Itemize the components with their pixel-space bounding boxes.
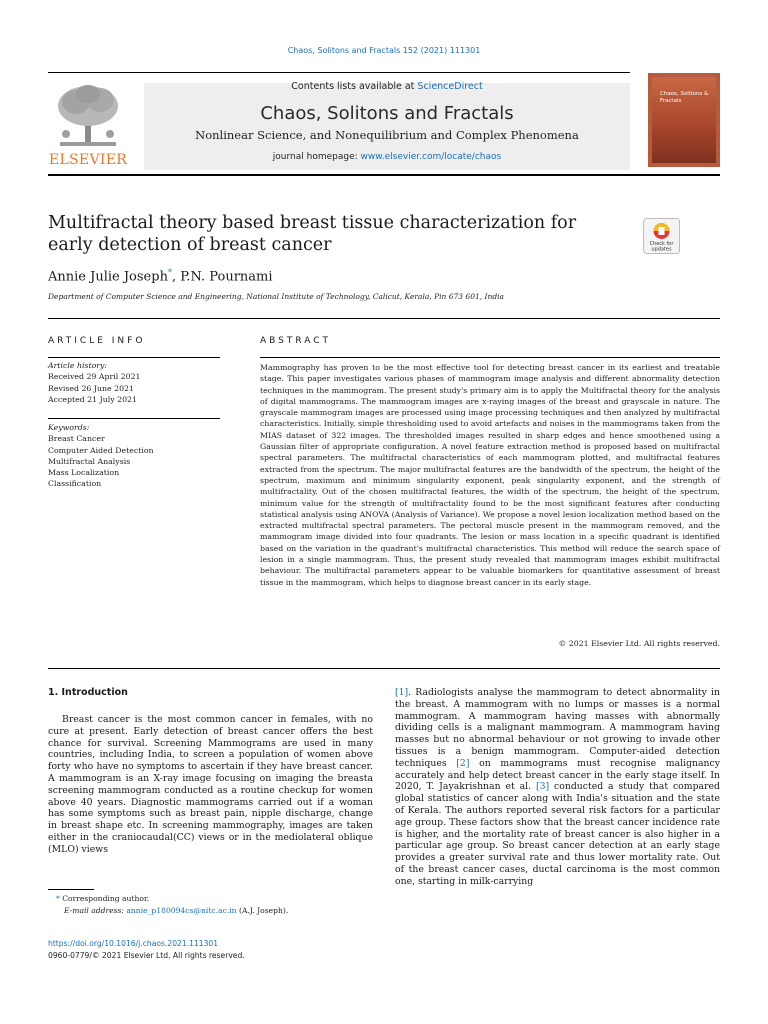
author-email-link[interactable]: annie_p180094cs@nitc.ac.in (126, 906, 237, 915)
journal-reference-link[interactable]: Chaos, Solitons and Fractals 152 (2021) 111301 (287, 46, 481, 55)
keyword-item: Multifractal Analysis (48, 456, 131, 466)
keyword-item: Computer Aided Detection (48, 445, 154, 455)
journal-homepage-line (144, 152, 630, 162)
crossmark-line1: Check for (649, 241, 674, 247)
keyword-item: Mass Localization (48, 468, 120, 478)
author-1: Annie Julie Joseph (48, 269, 168, 285)
masthead-top-rule (48, 72, 630, 73)
article-history-label: Article history: (48, 361, 108, 370)
keyword-item: Breast Cancer (48, 434, 105, 444)
abstract-copyright: © 2021 Elsevier Ltd. All rights reserved. (558, 639, 720, 648)
author-list (48, 268, 273, 284)
revised-date: Revised 26 June 2021 (48, 383, 134, 393)
abstract-bottom-rule (48, 668, 720, 669)
doi-link[interactable]: https://doi.org/10.1016/j.chaos.2021.111301 (48, 939, 219, 948)
crossmark-line2: updates (651, 246, 672, 253)
journal-subtitle: Nonlinear Science, and Nonequilibrium and Complex Phenomena (195, 128, 579, 142)
article-info-rule (48, 357, 220, 358)
footnote-rule (48, 889, 94, 890)
cover-artwork (652, 77, 716, 163)
keywords-list (48, 422, 228, 490)
reference-1-link[interactable]: [1] (395, 687, 409, 698)
title-block-rule (48, 318, 720, 319)
keywords-rule (48, 418, 220, 419)
journal-title: Chaos, Solitons and Fractals (260, 103, 514, 124)
email-note (64, 906, 288, 915)
reference-3-link[interactable]: [3] (535, 781, 550, 793)
sciencedirect-link[interactable]: ScienceDirect (417, 81, 483, 92)
reference-2-link[interactable]: [2] (456, 757, 470, 769)
corresponding-author-text: Corresponding author. (62, 894, 150, 903)
keyword-item: Classification (48, 479, 102, 489)
abstract-rule (260, 357, 720, 358)
contents-line (144, 81, 630, 92)
homepage-prefix: journal homepage: (272, 152, 361, 162)
accepted-date: Accepted 21 July 2021 (48, 394, 137, 404)
abstract-heading: ABSTRACT (260, 336, 332, 346)
intro-text-segment: conducted a study that compared global statistics of cancer along with India's situation and the state of Kerala. The authors reported several risk factors for a particular age group. These factors show that the breast cancer incidence rate is higher, and the mortality rate of breast cancer is also higher in a particular age group. So breast cancer detection at an early stage provides a greater survival rate and thus lower mortality rate. Out of the breast cancer cases, ductal carcinoma is the most common one, starting in milk-carrying (395, 781, 720, 887)
email-suffix: (A.J. Joseph). (236, 906, 289, 915)
corresponding-author-note (56, 894, 149, 903)
intro-text-segment: on mammograms must recognise malignancy accurately and help detect breast cancer in the early stage itself. In 2020, T. Jayakrishnan et al. (395, 757, 720, 793)
contents-prefix: Contents lists available at (291, 81, 418, 92)
introduction-left-column: Breast cancer is the most common cancer in females, with no cure at present. Early detection of breast cancer offers the best chance for survival. Screening Mammograms are used in many countries, including India, to screen a population of women above forty who have no symptoms to ascertain if they have breast cancer. A mammogram is an X-ray image focusing on imaging the breasta screening mammogram conducted as a routine checkup for women above 40 years. Diagnostic mammograms carried out if a woman has some symptoms such as breast pain, nipple discharge, change in breast shape etc. In screening mammography, images are taken either in the craniocaudal(CC) views or in the mediolateral oblique (MLO) views (48, 714, 373, 855)
journal-homepage-link[interactable]: www.elsevier.com/locate/chaos (360, 152, 502, 162)
masthead-bottom-rule (48, 174, 720, 176)
journal-cover-image (648, 73, 720, 167)
article-history (48, 360, 228, 405)
affiliation: Department of Computer Science and Engineering, National Institute of Technology, Calicut, Kerala, Pin 673 601, India (48, 292, 504, 301)
paper-title: Multifractal theory based breast tissue characterization for early detection of breast cancer (48, 213, 577, 255)
author-1-footnote-mark[interactable]: * (167, 268, 172, 277)
check-for-updates-badge[interactable] (643, 218, 680, 254)
article-info-heading: ARTICLE INFO (48, 336, 146, 346)
intro-text-segment: . Radiologists analyse the mammogram to detect abnormality in the breast. A mammogram with no lumps or masses is a normal mammogram. A mammogram having masses with abnormally dividing cells is a malignant mammogram. A mammogram having masses but no abnormal behaviour or not growing to invade other tissues is a benign mammogram. Computer-aided detection techniques (395, 687, 720, 769)
cover-title: Chaos, Solitons & Fractals (660, 91, 709, 104)
author-separator: , (171, 269, 181, 285)
elsevier-tree-icon (48, 80, 128, 152)
elsevier-logo (48, 80, 128, 170)
email-label: E-mail address: (64, 906, 127, 915)
abstract-text: Mammography has proven to be the most effective tool for detecting breast cancer in its earliest and treatable stage. This paper investigates various phases of mammogram image analysis and different abnormality detection techniques in the mammogram. The present study's primary aim is to apply the Multifractal theory for the analysis of digital mammograms. The mammogram images are x-raying images of the breast and grayscale in nature. The grayscale mammogram images are processed using image processing techniques and then analyzed by multifractal characteristics. Initially, simple thresholding used to avoid artefacts and noises in the mammograms taken from the MIAS dataset of 322 images. The thresholded images resulted in sharp edges and hence smoothened using a Gaussian filter of appropriate configuration. A novel feature extraction method is proposed based on multifractal spectral parameters. The multifractal characteristics of each mammogram plotted, and multifractal features extracted from the spectrum. The major multifractal features are the bandwidth of the spectrum, the height of the spectrum, maximum and minimum singularity exponent, peak singularity exponent, and the strength of multifractality. Out of the chosen multifractal features, the width of the spectrum, the height of the spectrum, minimum value for the strength of multifractality found to be the most significant features after conducting statistical analysis using ANOVA (Analysis of Variance). We propose a novel lesion localization method based on the extracted multifractal spectral parameters. The pectoral muscle present in the mammogram removed, and the mammogram image divided into four quadrants. The lesion or mass location in a specific quadrant is identified based on the variation in the quadrant's multifractal characteristics. This method will reduce the search space of lesion in a single mammogram. Thus, the present study revealed that mammogram images exhibit multifractal behaviour. The multifractal parameters appear to be valuable biomarkers for quantitative assessment of breast tissue in the mammogram, which helps to diagnose breast cancer in its early stage. (260, 363, 720, 587)
footnote-mark: * (56, 894, 60, 903)
introduction-heading: 1. Introduction (48, 687, 128, 698)
introduction-right-column (395, 687, 720, 888)
author-2: P.N. Pournami (180, 269, 273, 285)
elsevier-wordmark: ELSEVIER (48, 152, 128, 168)
crossmark-icon (643, 218, 680, 254)
keywords-label: Keywords: (48, 423, 90, 432)
received-date: Received 29 April 2021 (48, 372, 141, 382)
issn-line: 0960-0779/© 2021 Elsevier Ltd. All rights reserved. (48, 951, 245, 960)
